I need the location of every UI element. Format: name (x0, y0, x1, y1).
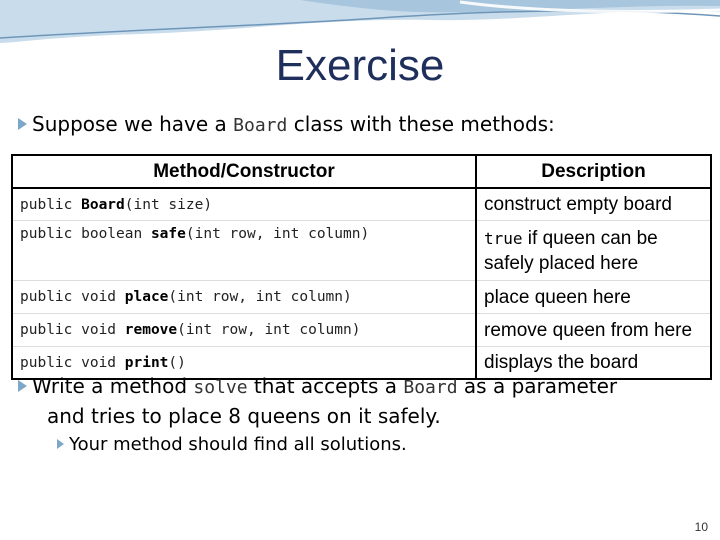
table-row (12, 221, 711, 281)
intro-class-name: Board (233, 115, 288, 136)
intro-text-before: Suppose we have a (32, 112, 234, 136)
intro-bullet (18, 110, 555, 140)
method-signature: public boolean safe(int row, int column) (12, 221, 476, 281)
table-row (12, 314, 711, 347)
method-description: displays the board (476, 347, 711, 380)
method-signature: public Board(int size) (12, 188, 476, 221)
slide-title: Exercise (275, 41, 445, 90)
method-description: remove queen from here (476, 314, 711, 347)
table-row (12, 188, 711, 221)
task-part2: that accepts a (247, 374, 404, 398)
method-signature: public void place(int row, int column) (12, 281, 476, 314)
task-type-name: Board (403, 377, 458, 398)
bullet-arrow-icon (18, 380, 27, 392)
method-description: construct empty board (476, 188, 711, 221)
header-method: Method/Constructor (12, 155, 476, 188)
task-part1: Write a method (32, 374, 194, 398)
method-description: true if queen can be safely placed here (476, 221, 711, 281)
bullet-arrow-icon (18, 118, 27, 130)
intro-text-after: class with these methods: (287, 112, 555, 136)
sub-bullet (57, 431, 407, 459)
header-description: Description (476, 155, 711, 188)
task-bullet (18, 372, 718, 430)
method-signature: public void remove(int row, int column) (12, 314, 476, 347)
method-signature: public void print() (20, 354, 186, 371)
page-number: 10 (694, 520, 708, 534)
task-method-name: solve (193, 377, 248, 398)
sub-bullet-text: Your method should find all solutions. (69, 434, 407, 455)
table-row (12, 281, 711, 314)
bullet-arrow-icon (57, 439, 64, 449)
method-description: place queen here (476, 281, 711, 314)
task-line2: and tries to place 8 queens on it safely. (47, 404, 441, 428)
task-part3: as a parameter (457, 374, 618, 398)
methods-table (11, 154, 712, 380)
